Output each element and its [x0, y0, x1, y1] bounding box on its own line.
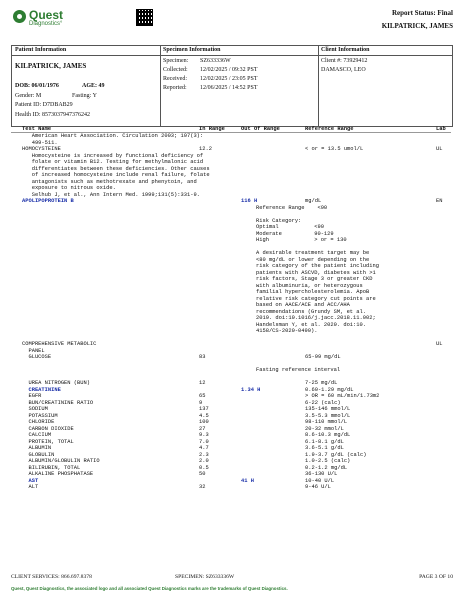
logo-subtitle: Diagnostics°: [29, 21, 63, 27]
col-test-name: Test Name: [22, 126, 52, 132]
reference-range: risk category of the patient including: [256, 263, 379, 269]
patient-info-heading: Patient Information: [15, 47, 67, 53]
test-name: 499-511.: [22, 139, 58, 146]
footer-specimen: SPECIMEN: SZ633336W: [175, 574, 235, 580]
reference-range: 10-40 U/L: [305, 477, 335, 484]
in-range-value: 12: [199, 380, 206, 386]
reference-range: 98-110 mmol/L: [305, 419, 348, 425]
reference-range: with albuminuria, or heterozygous: [256, 282, 363, 289]
reference-range: 1.0-2.5 (calc): [305, 458, 351, 464]
in-range-value: 2.3: [199, 451, 209, 458]
health-id: Health ID: 8573037947376242: [15, 112, 90, 118]
out-of-range-value: 116 H: [241, 198, 258, 204]
out-of-range-value: 1.34 H: [241, 386, 261, 393]
reference-range: Handelsman Y, et al. 2020. doi:10.: [256, 321, 366, 328]
test-name: GLOBULIN: [22, 451, 55, 458]
client-name: DAMASCO, LEO: [321, 67, 366, 73]
table-row: [11, 484, 451, 491]
test-name: antagonists such as methotrexate and phenytoin, and: [22, 178, 197, 185]
reference-range: A desirable treatment target may be: [256, 250, 370, 256]
reference-range: Risk Category:: [256, 217, 302, 224]
patient-name: KILPATRICK, JAMES: [15, 62, 87, 70]
test-name: differentiates between these deficiencies. Other causes: [22, 165, 210, 172]
qr-code-icon: [136, 9, 153, 26]
in-range-value: 4.5: [199, 412, 209, 419]
col-in-range: In Range: [199, 126, 225, 132]
test-name: CHLORIDE: [22, 419, 55, 425]
spec-value-received: 12/02/2025 / 23:05 PST: [200, 76, 258, 82]
in-range-value: 50: [199, 471, 206, 477]
test-name: CARBON DIOXIDE: [22, 425, 74, 432]
divider: [318, 46, 319, 126]
patient-id: Patient ID: D7DBAB29: [15, 102, 73, 108]
info-box: [11, 45, 453, 127]
reference-range: 65-99 mg/dL: [305, 354, 341, 360]
out-of-range-value: 41 H: [241, 477, 254, 484]
test-name: ALBUMIN/GLOBULIN RATIO: [22, 458, 100, 464]
test-name: COMPREHENSIVE METABOLIC: [22, 341, 97, 347]
test-name: ALT: [22, 484, 39, 490]
reference-range: Fasting reference interval: [256, 367, 341, 373]
test-name: EGFR: [22, 393, 42, 399]
lab-code: UL: [436, 146, 443, 152]
reference-range: patients with ASCVD, diabetes with >1: [256, 269, 376, 276]
reference-range: 4158/CS-2020-0490).: [256, 328, 318, 334]
col-out-of-range: Out Of Range: [241, 126, 280, 132]
test-name: GLUCOSE: [22, 354, 52, 360]
reference-range: 9-46 U/L: [305, 484, 331, 490]
reference-range: familial hypercholesterolemia. ApoB: [256, 289, 370, 295]
client-info-heading: Client Information: [321, 47, 370, 53]
report-status: Report Status: Final: [391, 9, 453, 17]
reference-range: 1.9-3.7 g/dL (calc): [305, 451, 367, 458]
reference-range: High > or = 130: [256, 237, 347, 243]
reference-range: 6.1-8.1 g/dL: [305, 438, 344, 445]
reference-range: recommendations (Grundy SM, et al.: [256, 308, 366, 315]
reference-range: 8.6-10.3 mg/dL: [305, 432, 351, 438]
client-number: Client #: 73929412: [321, 58, 368, 64]
info-header-row: [12, 46, 452, 56]
test-name: of increased homocysteine include renal failure, folate: [22, 172, 210, 178]
test-name: HOMOCYSTEINE: [22, 146, 61, 152]
page-number: PAGE 3 OF 10: [419, 574, 453, 580]
reference-range: <80 mg/dL or lower depending on the: [256, 256, 370, 263]
table-header: [11, 126, 451, 133]
in-range-value: 27: [199, 425, 206, 432]
in-range-value: 137: [199, 406, 209, 412]
in-range-value: 12.2: [199, 146, 212, 152]
spec-label-specimen: Specimen:: [163, 58, 189, 64]
lab-code: UL: [436, 341, 443, 347]
test-name: ALBUMIN: [22, 445, 52, 451]
client-services: CLIENT SERVICES: 866.697.8378: [11, 574, 92, 580]
patient-dob: DOB: 06/01/1976: [15, 83, 59, 89]
in-range-value: 0.5: [199, 464, 209, 471]
patient-gender: Gender: M: [15, 93, 42, 99]
spec-value-specimen: SZ633336W: [200, 58, 231, 64]
lab-code: EN: [436, 198, 443, 204]
in-range-value: 100: [199, 419, 209, 425]
test-name: folate or vitamin B12. Testing for methylmalonic acid: [22, 159, 204, 165]
reference-range: based on AACE/ACE and ACC/AHA: [256, 302, 350, 308]
reference-range: Moderate 90-129: [256, 230, 334, 237]
test-name: CREATININE: [22, 386, 61, 393]
reference-range: < or = 13.5 umol/L: [305, 146, 364, 152]
test-name: POTASSIUM: [22, 412, 58, 419]
spec-value-reported: 12/06/2025 / 14:52 PST: [200, 85, 258, 91]
quest-logo: [13, 8, 93, 28]
logo-word: Quest: [29, 8, 64, 22]
spec-label-reported: Reported:: [163, 85, 187, 91]
results-table: [11, 133, 451, 576]
reference-range: 2019. doi:10.1016/j.jacc.2018.11.002;: [256, 315, 376, 321]
reference-range: 6-22 (calc): [305, 399, 341, 406]
reference-range: mg/dL: [305, 198, 322, 204]
test-name: UREA NITROGEN (BUN): [22, 380, 90, 386]
test-name: CALCIUM: [22, 432, 52, 438]
spec-label-received: Received:: [163, 76, 187, 82]
quest-logo-icon: [13, 10, 26, 23]
test-name: PANEL: [22, 347, 45, 354]
col-lab: Lab: [436, 126, 446, 132]
trademark-notice: Quest, Quest Diagnostics, the associated logo and all associated Quest Diagnostics marks are the trademarks of Quest Diagnostics.: [11, 586, 288, 591]
reference-range: Reference Range <90: [256, 204, 328, 211]
reference-range: relative risk category cut points are: [256, 295, 376, 302]
test-name: ALKALINE PHOSPHATASE: [22, 471, 94, 477]
in-range-value: 32: [199, 484, 206, 490]
spec-label-collected: Collected:: [163, 67, 188, 73]
header-patient-name: KILPATRICK, JAMES: [381, 22, 453, 30]
reference-range: 3.5-5.3 mmol/L: [305, 412, 351, 419]
col-reference-range: Reference Range: [305, 126, 354, 132]
test-name: American Heart Association. Circulation 2003; 107(3):: [22, 133, 204, 139]
test-name: AST: [22, 477, 39, 484]
test-name: BUN/CREATININE RATIO: [22, 399, 94, 406]
patient-fasting: Fasting: Y: [72, 93, 97, 99]
test-name: APOLIPOPROTEIN B: [22, 198, 74, 204]
reference-range: risk factors, Stage 3 or greater CKD: [256, 276, 373, 282]
in-range-value: 65: [199, 393, 206, 399]
reference-range: 20-32 mmol/L: [305, 425, 344, 432]
test-name: SODIUM: [22, 406, 48, 412]
in-range-value: 9.3: [199, 432, 209, 438]
in-range-value: 2.0: [199, 458, 209, 464]
reference-range: Optimal <90: [256, 224, 324, 230]
reference-range: > OR = 60 mL/min/1.73m2: [305, 393, 380, 399]
test-name: exposure to nitrous oxide.: [22, 185, 116, 191]
divider: [160, 46, 161, 126]
in-range-value: 9: [199, 399, 203, 406]
patient-age: AGE: 49: [82, 83, 105, 89]
specimen-info-heading: Specimen Information: [163, 47, 221, 53]
reference-range: 0.2-1.2 mg/dL: [305, 464, 348, 471]
in-range-value: 83: [199, 354, 206, 360]
reference-range: 36-130 U/L: [305, 471, 338, 477]
spec-value-collected: 12/02/2025 / 09:32 PST: [200, 67, 258, 73]
test-name: Selhub J, et al., Ann Intern Med. 1999;131(5):331-9.: [22, 191, 200, 198]
reference-range: 0.60-1.29 mg/dL: [305, 386, 354, 393]
test-name: PROTEIN, TOTAL: [22, 438, 74, 445]
test-name: Homocysteine is increased by functional deficiency of: [22, 152, 204, 159]
test-name: BILIRUBIN, TOTAL: [22, 464, 81, 471]
reference-range: 7-25 mg/dL: [305, 380, 338, 386]
in-range-value: 7.0: [199, 438, 209, 445]
in-range-value: 4.7: [199, 445, 209, 451]
reference-range: 135-146 mmol/L: [305, 406, 351, 412]
reference-range: 3.6-5.1 g/dL: [305, 445, 344, 451]
